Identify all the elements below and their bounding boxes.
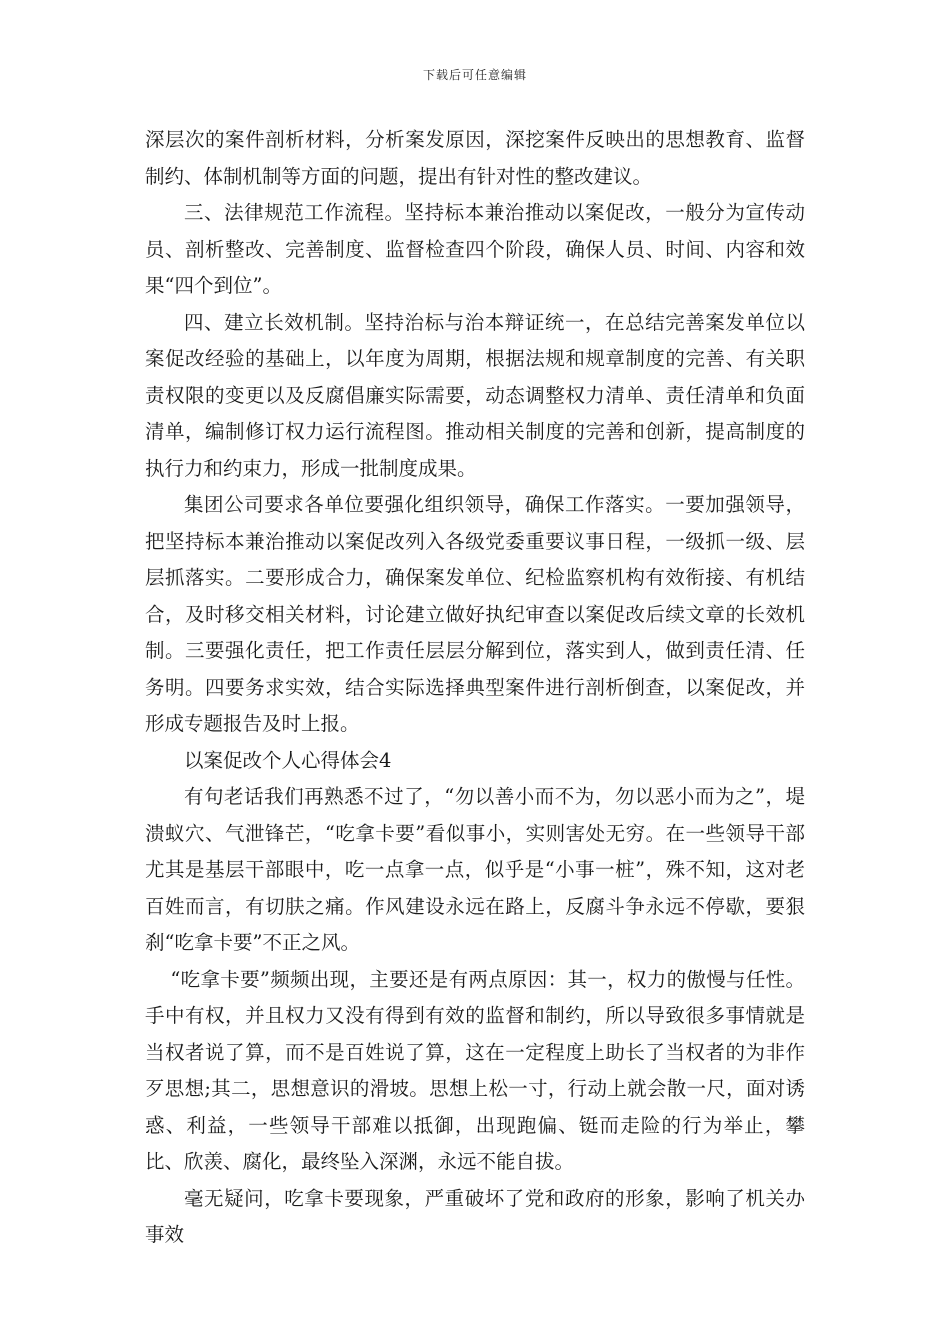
paragraph: 毫无疑问，吃拿卡要现象，严重破坏了党和政府的形象，影响了机关办事效 [145, 1186, 805, 1246]
paragraph: 有句老话我们再熟悉不过了，“勿以善小而不为，勿以恶小而为之”，堤溃蚁穴、气泄锋芒，“吃拿卡要”看似事小，实则害处无穷。在一些领导干部尤其是基层干部眼中，吃一点拿一点，似乎是“小事一桩”，殊不知，这对老百姓而言，有切肤之痛。作风建设永远在路上，反腐斗争永远不停歇，要狠刹“吃拿卡要”不正之风。 [145, 785, 805, 954]
paragraph: 三、法律规范工作流程。坚持标本兼治推动以案促改，一般分为宣传动员、剖析整改、完善制度、监督检查四个阶段，确保人员、时间、内容和效果“四个到位”。 [145, 201, 805, 297]
paragraph: 四、建立长效机制。坚持治标与治本辩证统一，在总结完善案发单位以案促改经验的基础上，以年度为周期，根据法规和规章制度的完善、有关职责权限的变更以及反腐倡廉实际需要，动态调整权力清单、责任清单和负面清单，编制修订权力运行流程图。推动相关制度的完善和创新，提高制度的执行力和约束力，形成一批制度成果。 [145, 310, 805, 480]
paragraph: 深层次的案件剖析材料，分析案发原因，深挖案件反映出的思想教育、监督制约、体制机制等方面的问题，提出有针对性的整改建议。 [145, 128, 805, 188]
paragraph: “吃拿卡要”频频出现，主要还是有两点原因：其一，权力的傲慢与任性。手中有权，并且权力又没有得到有效的监督和制约，所以导致很多事情就是当权者说了算，而不是百姓说了算，这在一定程度上助长了当权者的为非作歹思想;其二，思想意识的滑坡。思想上松一寸，行动上就会散一尺，面对诱惑、利益，一些领导干部难以抵御，出现跑偏、铤而走险的行为举止，攀比、欣羡、腐化，最终坠入深渊，永远不能自拔。 [145, 967, 805, 1173]
section-heading: 以案促改个人心得体会4 [184, 748, 392, 772]
page-header: 下载后可任意编辑 [422, 68, 527, 82]
paragraph: 集团公司要求各单位要强化组织领导，确保工作落实。一要加强领导，把坚持标本兼治推动以案促改列入各级党委重要议事日程，一级抓一级、层层抓落实。二要形成合力，确保案发单位、纪检监察机构有效衔接、有机结合，及时移交相关材料，讨论建立做好执纪审查以案促改后续文章的长效机制。三要强化责任，把工作责任层层分解到位，落实到人，做到责任清、任务明。四要务求实效，结合实际选择典型案件进行剖析倒查，以案促改，并形成专题报告及时上报。 [145, 493, 805, 735]
document-body [145, 122, 805, 1254]
